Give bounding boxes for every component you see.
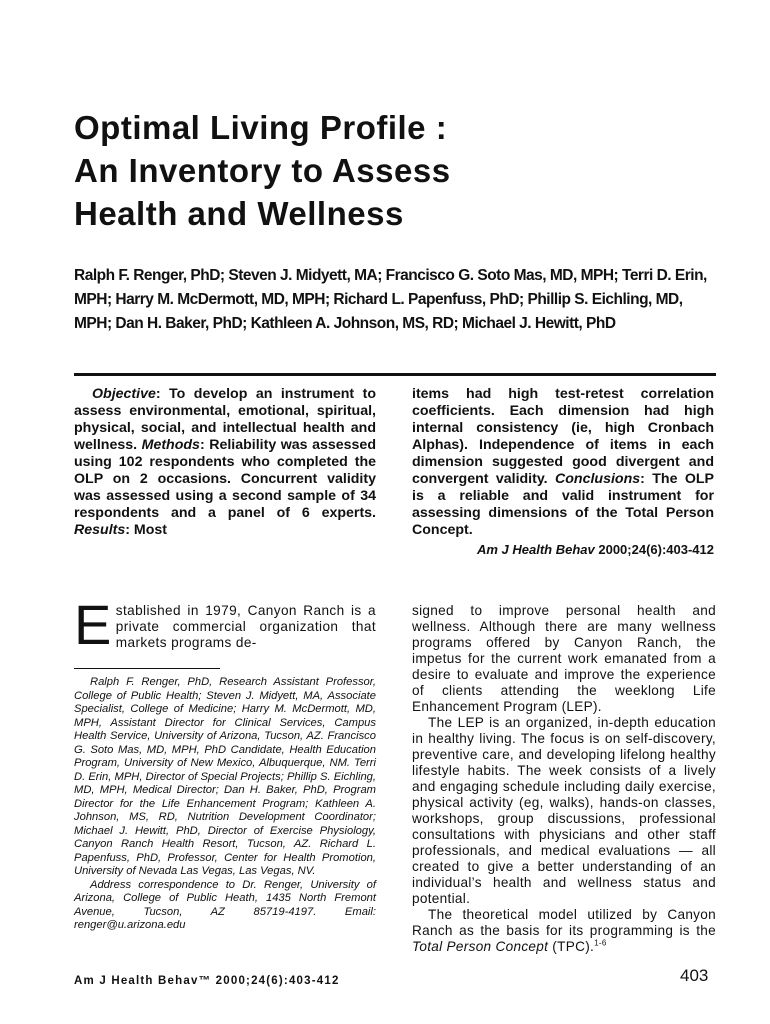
body-text: The theoretical model utilized by Canyon Ranch as the basis for its programming is the (412, 907, 716, 938)
title-line: Health and Wellness (74, 195, 404, 232)
citation-ref: 2000;24(6):403-412 (598, 542, 714, 557)
methods-label: Methods (141, 437, 200, 453)
footnote-affiliations: Ralph F. Renger, PhD, Research Assistant Professor, College of Public Health; Steven J. Midyett, MA, Associate Specialist, College of Medicine; Harry M. McDermott, MD, MPH, Assistant Director for Clinical Services, Campus Health Service, University of Arizona, Tucson, AZ. Francisco G. Soto Mas, MD, MPH, PhD Candidate, Health Education Program, University of New Mexico, Albuquerque, NM. Terri D. Erin, MPH, Director of Special Projects; Phillip S. Eichling, MD, MPH, Medical Director; Dan H. Baker, PhD, Program Director for the Life Enhancement Program; Kathleen A. Johnson, MS, RD, Nutrition Development Coordinator; Michael J. Hewitt, PhD, Director of Exercise Physiology, Canyon Ranch Health Resort, Tucson, AZ. Richard L. Papenfuss, PhD, Professor, Center for Health Promotion, University of Nevada Las Vegas, Las Vegas, NV. (74, 676, 376, 877)
article-title (74, 106, 714, 235)
page-number: 403 (680, 966, 709, 985)
footnote-correspondence: Address correspondence to Dr. Renger, University of Arizona, College of Public Heath, 1435 North Fremont Avenue, Tucson, AZ 85719-4197. Email: renger@u.arizona.edu (74, 878, 376, 931)
title-line: Optimal Living Profile : (74, 109, 448, 146)
intro-text: stablished in 1979, Canyon Ranch is a private commercial organization that markets programs de- (115, 603, 376, 650)
methods-text: : Reliability was assessed using 102 respondents who completed the OLP on 2 occasions. Concurrent validity was assessed using a second sample of 34 respondents and a panel of 6 experts. (74, 437, 376, 521)
body-paragraph (412, 907, 716, 955)
body-term: Total Person Concept (412, 939, 549, 954)
results-text-continued: items had high test-retest correlation coefficients. Each dimension had high internal consistency (ie, high Cronbach Alphas). Independence of items in each dimension suggested good divergent and convergent validity. (412, 386, 714, 487)
results-text: : Most (125, 522, 168, 538)
citation-journal: Am J Health Behav (476, 542, 595, 557)
objective-label: Objective (92, 386, 156, 402)
conclusions-text: : The OLP is a reliable and valid instrument for assessing dimensions of the Total Person Concept. (412, 471, 714, 538)
body-paragraph: The LEP is an organized, in-depth education in healthy living. The focus is on self-discovery, preventive care, and developing lifelong healthy lifestyle habits. The week consists of a lively and engaging schedule including daily exercise, physical activity (eg, walks), hands-on classes, workshops, group discussions, professional consultations with physicians and other staff professionals, and medical evaluations — all created to give a better understanding of an individual’s health and wellness status and potential. (412, 715, 716, 906)
abstract-top-rule (74, 373, 716, 376)
running-footer: Am J Health Behav™ 2000;24(6):403-412 (74, 975, 340, 987)
abstract-column-right (412, 386, 714, 558)
conclusions-label: Conclusions (555, 471, 641, 487)
body-text: (TPC). (548, 939, 595, 954)
drop-cap: E (74, 593, 112, 656)
footnote-rule (74, 668, 220, 669)
reference-superscript: 1-6 (594, 938, 607, 948)
abstract-citation (412, 541, 714, 558)
author-list: Ralph F. Renger, PhD; Steven J. Midyett, MA; Francisco G. Soto Mas, MD, MPH; Terri D. Erin, MPH; Harry M. McDermott, MD, MPH; Richard L. Papenfuss, PhD; Phillip S. Eichling, MD, MPH; Dan H. Baker, PhD; Kathleen A. Johnson, MS, RD; Michael J. Hewitt, PhD (74, 267, 707, 332)
results-label: Results (74, 522, 126, 538)
author-footnote (74, 676, 376, 933)
body-paragraph: signed to improve personal health and wellness. Although there are many wellness programs offered by Canyon Ranch, the impetus for the current work emanated from a desire to evaluate and improve the experience of clients attending the weeklong Life Enhancement Program (LEP). (412, 603, 716, 714)
body-column-right (412, 603, 716, 955)
title-line: An Inventory to Assess (74, 152, 451, 189)
intro-paragraph (74, 593, 376, 656)
abstract-column-left (74, 386, 376, 539)
objective-text: : To develop an instrument to assess environmental, emotional, spiritual, physical, social, and intellectual health and wellness. (74, 386, 376, 453)
